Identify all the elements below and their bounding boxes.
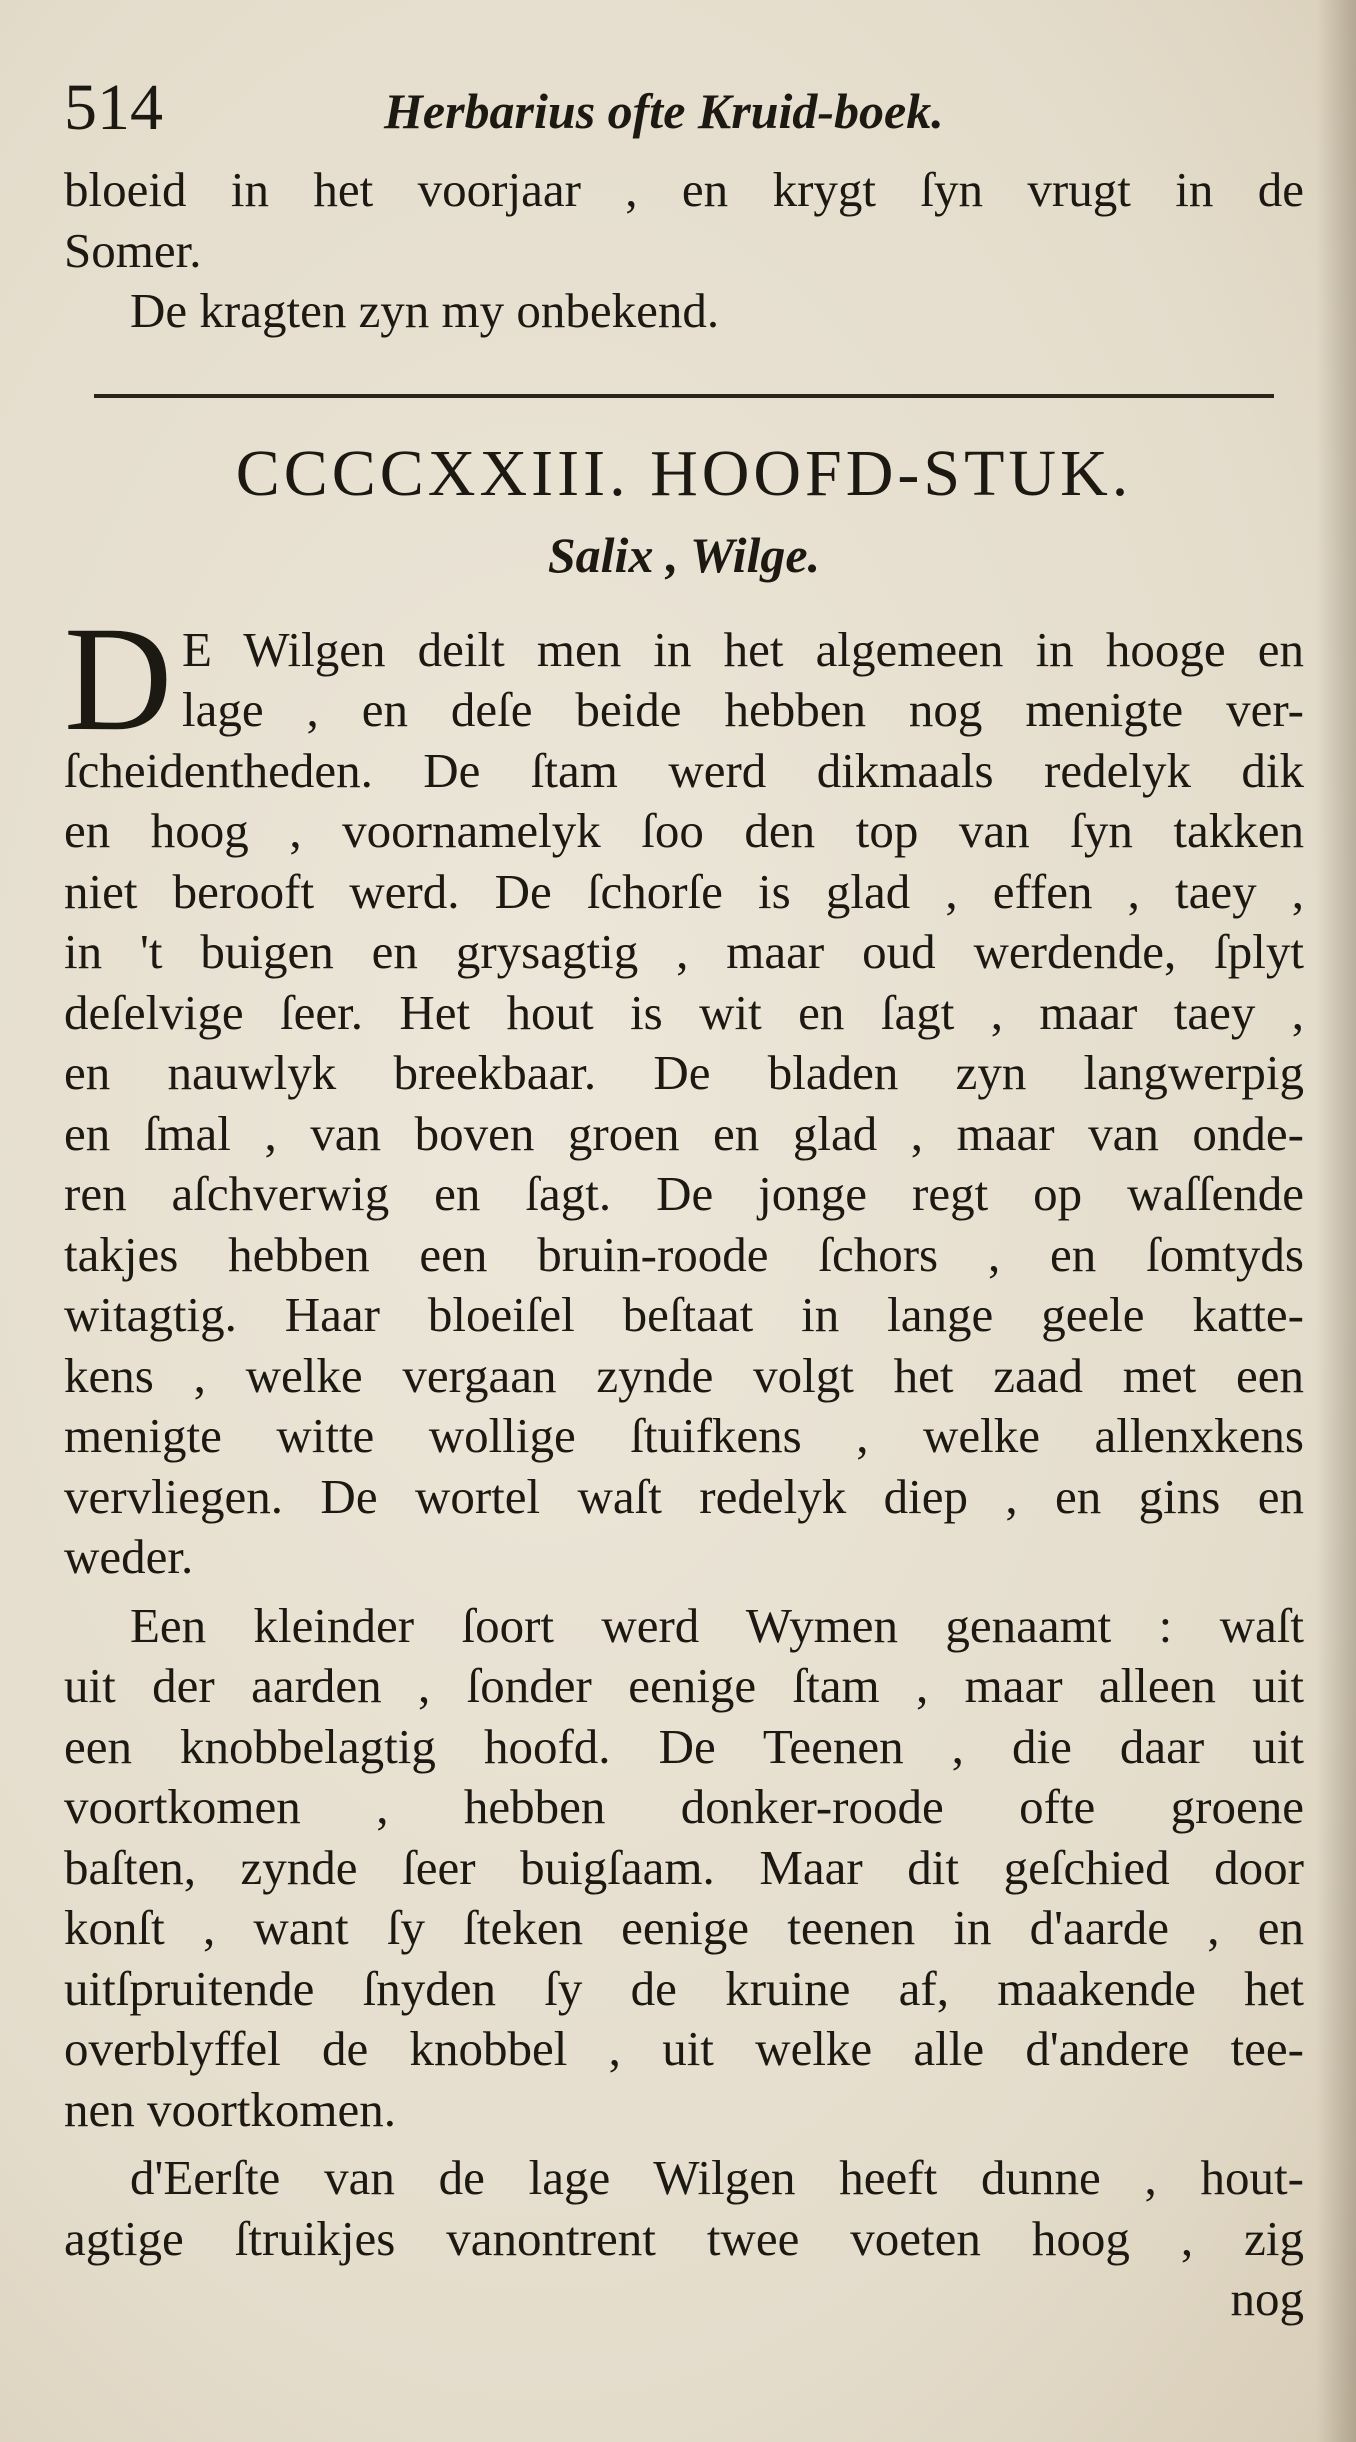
text-line: vervliegen. De wortel waſt redelyk diep , en gins en [64, 1468, 1304, 1524]
text-line: lage , en deſe beide hebben nog menigte ver- [182, 682, 1304, 737]
text-line: d'Eerſte van de lage Wilgen heeft dunne , hout- [130, 2150, 1304, 2205]
text-line: agtige ſtruikjes vanontrent twee voeten hoog , zig [64, 2210, 1304, 2266]
running-head [64, 70, 1304, 160]
text-line: E Wilgen deilt men in het algemeen in hooge en [182, 621, 1304, 677]
text-line: Somer. [64, 222, 202, 278]
drop-cap: D [64, 595, 173, 762]
paragraph-1 [64, 595, 1304, 1588]
text-line: en hoog , voornamelyk ſoo den top van ſyn takken [64, 803, 1304, 858]
text-line: weder. [64, 1529, 194, 1584]
section-divider [94, 394, 1274, 398]
text-line: De kragten zyn my onbekend. [130, 283, 720, 338]
text-line: niet berooft werd. De ſchorſe is glad , effen , taey , [64, 863, 1304, 919]
text-line: konſt , want ſy ſteken eenige teenen in d'aarde , en [64, 1900, 1304, 1955]
text-line: een knobbelagtig hoofd. De Teenen , die daar uit [64, 1718, 1304, 1774]
text-line: kens , welke vergaan zynde volgt het zaad met een [64, 1347, 1304, 1403]
text-line: en nauwlyk breekbaar. De bladen zyn langwerpig [64, 1045, 1304, 1100]
text-line: bloeid in het voorjaar , en krygt ſyn vrugt in de [64, 162, 1304, 217]
paragraph-3 [64, 2148, 1304, 2269]
text-line: en ſmal , van boven groen en glad , maar van onde- [64, 1105, 1304, 1161]
text-line: in 't buigen en grysagtig , maar oud werdende, ſplyt [64, 924, 1304, 979]
running-title: Herbarius ofte Kruid-boek. [384, 83, 944, 139]
text-line: ſcheidentheden. De ſtam werd dikmaals redelyk dik [64, 742, 1304, 798]
page-number: 514 [64, 71, 163, 144]
chapter-subtitle: Salix , Wilge. [547, 526, 821, 583]
chapter-title: CCCCXXIII. HOOFD-STUK. [235, 436, 1133, 510]
text-line: uitſpruitende ſnyden ſy de kruine af, maakende het [64, 1960, 1304, 2016]
text-line: voortkomen , hebben donker-roode ofte groene [64, 1779, 1304, 1834]
text-line: overblyffel de knobbel , uit welke alle d'andere tee- [64, 2021, 1304, 2076]
text-line: uit der aarden , ſonder eenige ſtam , maar alleen uit [64, 1658, 1304, 1713]
text-line: ren aſchverwig en ſagt. De jonge regt op waſſende [64, 1166, 1304, 1221]
text-block [64, 70, 1304, 2329]
page-gutter-shadow [1316, 0, 1356, 2442]
text-line: menigte witte wollige ſtuifkens , welke allenxkens [64, 1408, 1304, 1463]
catchword: nog [1230, 2271, 1304, 2326]
text-line: deſelvige ſeer. Het hout is wit en ſagt , maar taey , [64, 984, 1304, 1040]
text-line: witagtig. Haar bloeiſel beſtaat in lange geele katte- [64, 1287, 1304, 1342]
paragraph-2 [64, 1596, 1304, 2141]
text-line: takjes hebben een bruin-roode ſchors , en ſomtyds [64, 1226, 1304, 1282]
text-line: baſten, zynde ſeer buigſaam. Maar dit geſchied door [64, 1839, 1304, 1895]
text-line: Een kleinder ſoort werd Wymen genaamt : waſt [130, 1597, 1304, 1653]
text-line: nen voortkomen. [64, 2081, 397, 2137]
